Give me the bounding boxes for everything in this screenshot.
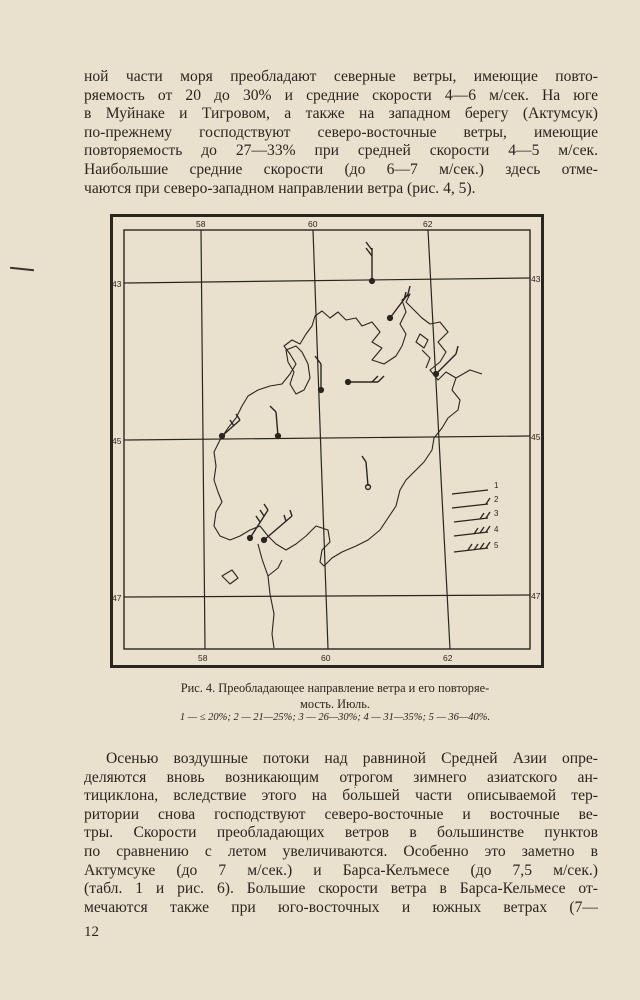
coastline-main xyxy=(214,294,460,566)
text-line: Наибольшие средние скорости (до 6—7 м/сек.) здесь отме- xyxy=(84,160,598,178)
wind-arrow-north xyxy=(270,406,280,438)
wind-arrow-northeast xyxy=(262,510,292,542)
wind-map xyxy=(110,214,546,670)
paragraph-top xyxy=(84,68,598,198)
page-number: 12 xyxy=(84,924,99,940)
map-graticule xyxy=(124,230,530,649)
text-line: тры. Скорости преобладающих ветров в большинстве пунктов xyxy=(84,824,598,842)
parallel-45 xyxy=(124,436,530,440)
legend-arrow-1 xyxy=(452,490,488,494)
text-line: ритории снова господствуют северо-восточные и восточные ве- xyxy=(84,805,598,823)
text-line: тициклона, вследствие этого на бо́льшей части описываемой тер- xyxy=(84,787,598,805)
text-line: Осенью воздушные потоки над равниной Средней Азии опре- xyxy=(106,750,598,767)
text-line: мечаются также при юго-восточных и южных ветрах (7— xyxy=(84,898,598,916)
text-line: в Муйнаке и Тигровом, а также на западном берегу (Актумсук) xyxy=(84,105,598,123)
legend-arrow-5 xyxy=(454,542,490,552)
river-branch xyxy=(268,560,282,576)
margin-pencil-mark xyxy=(10,267,34,271)
figure-caption-legend: 1 — ≤ 20%; 2 — 21—25%; 3 — 26—30%; 4 — 31—35%; 5 — 36—40%. xyxy=(179,712,491,723)
lon-label-top: 58 xyxy=(196,219,206,229)
lat-label-left: 47 xyxy=(112,593,122,603)
coast-inlet xyxy=(422,350,430,368)
text-line: ной части моря преобладают северные ветры, имеющие повто- xyxy=(84,68,598,85)
text-line: чаются при северо-западном направлении ветра (рис. 4, 5). xyxy=(84,179,476,197)
paragraph-bottom xyxy=(84,750,598,917)
wind-arrow-north xyxy=(366,242,374,283)
text-line: (табл. 1 и рис. 6). Большие скорости ветра в Барса-Кельмесе от- xyxy=(84,880,598,898)
legend-arrow-2 xyxy=(452,498,490,508)
text-line: по-прежнему господствуют северо-восточные ветры, имеющие xyxy=(84,123,598,141)
text-line: повторяемость до 27—33% при средней скорости 4—5 м/сек. xyxy=(84,142,598,160)
parallel-47 xyxy=(124,595,530,597)
coastline-islet xyxy=(222,570,238,584)
wind-arrow-northeast xyxy=(248,504,268,540)
map-legend xyxy=(452,490,490,552)
legend-number: 1 xyxy=(494,481,499,490)
lon-label-bottom: 62 xyxy=(443,653,453,663)
figure-caption-line: Рис. 4. Преобладающее направление ветра и его повторяе- xyxy=(180,681,490,695)
lon-label-bottom: 58 xyxy=(198,653,208,663)
wind-arrow-east xyxy=(346,376,384,384)
wind-arrow-north xyxy=(362,456,370,489)
meridian-60 xyxy=(313,230,328,649)
text-line: по сравнению с летом увеличиваются. Особенно это заметно в xyxy=(84,842,598,860)
lat-label-right: 43 xyxy=(531,274,541,284)
text-line: Актумсуке (до 7 м/сек.) и Барса-Келъмесе (до 7,5 м/сек.) xyxy=(84,861,598,879)
lon-label-top: 62 xyxy=(423,219,433,229)
meridian-62 xyxy=(428,230,450,649)
text-line: ряемость от 20 до 30% и средние скорости 4—6 м/сек. На юге xyxy=(84,86,598,104)
legend-arrow-3 xyxy=(454,512,490,522)
text-line: деляются вновь возникающим отрогом зимнего азиатского ан- xyxy=(84,768,598,786)
lat-label-right: 45 xyxy=(531,432,541,442)
wind-map-figure xyxy=(110,214,546,675)
legend-arrow-4 xyxy=(454,526,490,536)
parallel-43 xyxy=(124,278,530,283)
figure-caption-line: мость. Июль. xyxy=(300,697,370,711)
lon-label-bottom: 60 xyxy=(321,653,331,663)
lat-label-right: 47 xyxy=(531,591,541,601)
map-outer-frame xyxy=(112,216,543,667)
legend-number: 5 xyxy=(494,541,499,550)
coastline-islet xyxy=(416,334,428,348)
legend-number: 2 xyxy=(494,495,499,504)
lat-label-left: 45 xyxy=(112,436,122,446)
syr-darya-river xyxy=(456,370,482,378)
legend-number: 3 xyxy=(494,509,499,518)
lon-label-top: 60 xyxy=(308,219,318,229)
legend-number: 4 xyxy=(494,525,499,534)
lat-label-left: 43 xyxy=(112,279,122,289)
